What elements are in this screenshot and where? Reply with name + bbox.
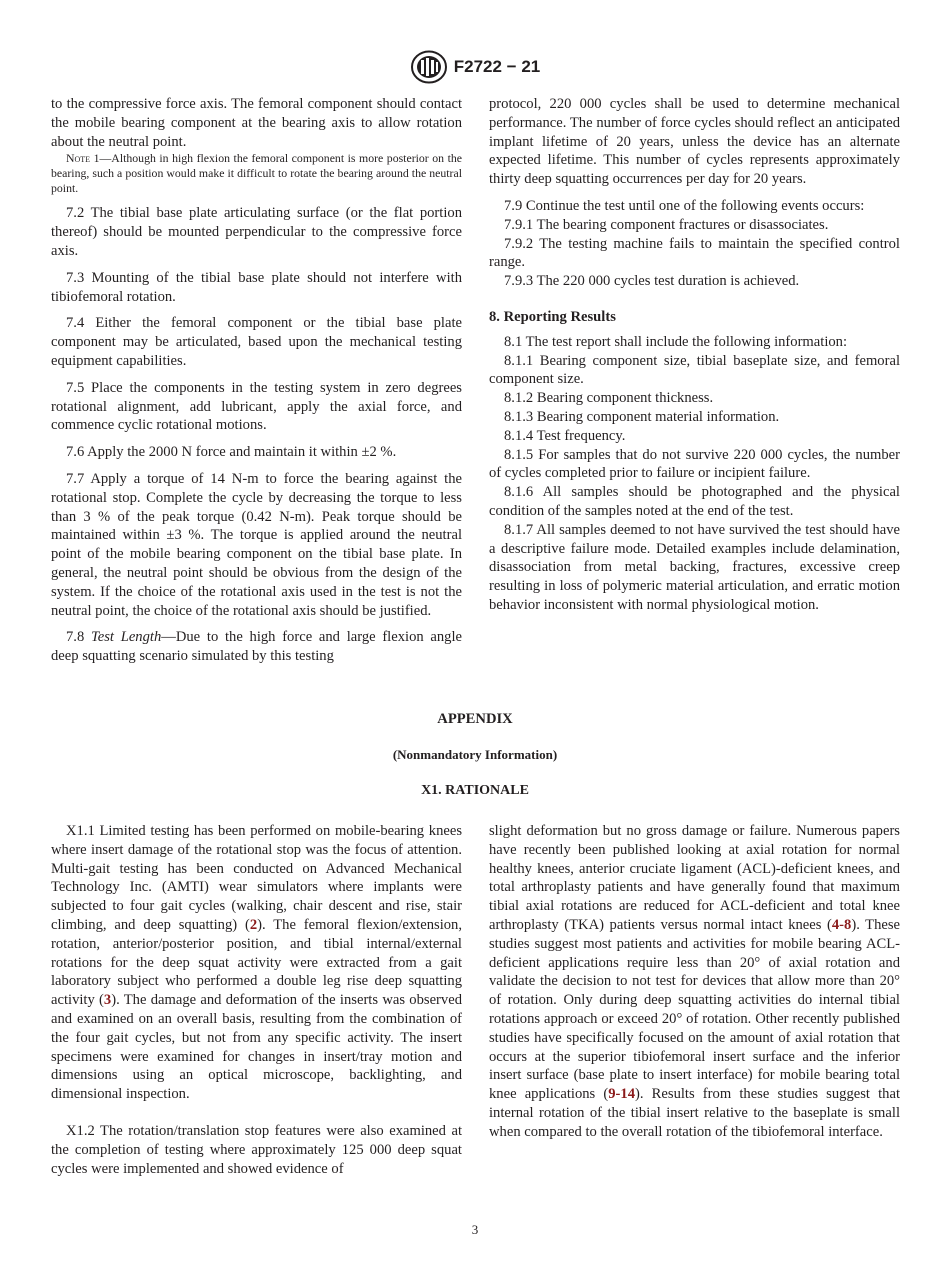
appendix-section-heading: X1. RATIONALE [421,783,529,798]
paragraph-7-6: 7.6 Apply the 2000 N force and maintain it within ±2 %. [66,444,397,461]
paragraph-7-9-2: 7.9.2 The testing machine fails to maintain the specified control range. [489,235,900,271]
top-right-column [489,95,900,615]
paragraph-8-1-5: 8.1.5 For samples that do not survive 220 000 cycles, the number of cycles completed prior to failure or incipient failure. [489,446,900,482]
paragraph-7-4: 7.4 Either the femoral component or the tibial base plate component may be articulated, based upon the mechanical testing equipment capabilities. [51,315,462,369]
top-left-column [51,95,462,666]
paragraph-continuation: to the compressive force axis. The femoral component should contact the mobile bearing component at the bearing axis to allow rotation about the neutral point. [51,96,462,150]
reference-link-4-8[interactable]: 4-8 [831,916,852,933]
paragraph-x1-1: X1.1 Limited testing has been performed on mobile-bearing knees where insert damage of the rotational stop was the focus of attention. Multi-gait testing has been conducted on Advanced Mechanical Technology Inc. (AMTI) wear simulators where implants were subjected to four gait cycles (walking, chair descent and rise, stair climbing, and deep squatting) (2). The femoral flexion/extension, rotation, anterior/posterior position, and tibial internal/external rotations for the deep squat activity were extracted from a gait laboratory subject who performed a double leg rise deep squatting activity (3). The damage and deformation of the inserts was observed and examined on an overall basis, resulting from the combination of the four gait cycles, but not from any specific activity. The insert specimens were examined for changes in insert/tray motion and dimensions using an optical microscope, backlighting, and dimensional inspection. [51,823,462,1103]
paragraph-8-1-1: 8.1.1 Bearing component size, tibial baseplate size, and femoral component size. [489,352,900,388]
paragraph-7-3: 7.3 Mounting of the tibial base plate should not interfere with tibiofemoral rotation. [51,269,462,305]
reference-link-2[interactable]: 2 [249,916,258,933]
paragraph-7-9: 7.9 Continue the test until one of the following events occurs: [504,197,865,214]
paragraph-8-1-3: 8.1.3 Bearing component material information. [504,408,780,425]
paragraph-8-1: 8.1 The test report shall include the following information: [504,333,848,350]
reference-link-9-14[interactable]: 9-14 [608,1086,636,1103]
standard-designation: F2722 − 21 [453,57,541,76]
note-1: Note 1—Although in high flexion the femoral component is more posterior on the bearing, such a position would make it difficult to rotate the bearing around the neutral point. [51,151,462,196]
paragraph-7-7: 7.7 Apply a torque of 14 N-m to force the bearing against the rotational stop. Complete the cycle by decreasing the torque to less than 3 % of the peak torque (0.42 N-m). Peak torque should be maintained within ±3 %. The torque is applied around the neutral point of the mobile bearing component on the tibial base plate. In general, the neutral point should be obvious from the design of the system. If the choice of the rotational axis used in the test is not the neutral point, the choice of the rotational axis should be justified. [51,470,462,619]
bottom-right-column [489,822,900,1142]
paragraph-7-5: 7.5 Place the components in the testing system in zero degrees rotational alignment, add lubricant, apply the axial force, and commence cyclic rotational motions. [51,379,462,434]
paragraph-7-8: 7.8 Test Length—Due to the high force and large flexion angle deep squatting scenario simulated by this testing [51,629,462,665]
astm-logo-icon [410,50,448,84]
appendix-subtitle: (Nonmandatory Information) [392,747,558,762]
paragraph-continuation: protocol, 220 000 cycles shall be used to determine mechanical performance. The number of force cycles should reflect an anticipated implant lifetime of 20 years, unless the device has an alternate expected lifetime. This number of cycles represents approximately thirty deep squatting occurrences per day for 20 years. [489,96,900,188]
reference-link-3[interactable]: 3 [103,992,112,1009]
paragraph-x1-2-continuation: slight deformation but no gross damage or failure. Numerous papers have recently been published looking at axial rotation for normal healthy knees, anterior cruciate ligament (ACL)-deficient knees, and total arthroplasty patients and have generally found that maximum tibial axial rotations are reduced for ACL-deficient and total knee arthroplasty (TKA) patients versus normal intact knees (4-8). These studies suggest most patients and activities for mobile bearing ACL-deficient applications require less than 20° of axial rotation and validate the decision to not test for devices that allow more than 20° of rotation. Only during deep squatting activities do internal tibial rotations approach or exceed 20° of rotation. Other recently published studies have specifically focused on the amount of axial rotation that occurs at the superior tibiofemoral insert surface and the inferior insert surface (base plate to insert interface) for mobile bearing total knee applications (9-14). Results from these studies suggest that internal rotation of the tibial insert relative to the baseplate is small when compared to the overall rotation of the tibiofemoral interface. [489,823,900,1140]
paragraph-7-9-1: 7.9.1 The bearing component fractures or disassociates. [504,216,829,233]
page-header [0,50,950,84]
section-heading-8: 8. Reporting Results [489,308,616,325]
bottom-left-column [51,822,462,1178]
paragraph-7-2: 7.2 The tibial base plate articulating surface (or the flat portion thereof) should be mounted perpendicular to the compressive force axis. [51,205,462,259]
paragraph-7-9-3: 7.9.3 The 220 000 cycles test duration is achieved. [504,273,800,290]
paragraph-8-1-2: 8.1.2 Bearing component thickness. [504,390,714,407]
paragraph-8-1-7: 8.1.7 All samples deemed to not have survived the test should have a descriptive failure mode. Detailed examples include delamination, disassociation from metal backing, fractures, excessive creep resulting in loss of polymeric material articulation, and erratic motion behavior inconsistent with normal physiological motion. [489,521,900,613]
appendix-title: APPENDIX [437,711,513,727]
paragraph-x1-2: X1.2 The rotation/translation stop features were also examined at the completion of testing where approximately 125 000 deep squat cycles were implemented and showed evidence of [51,1122,462,1177]
paragraph-8-1-6: 8.1.6 All samples should be photographed and the physical condition of the samples noted at the end of the test. [489,484,900,519]
paragraph-8-1-4: 8.1.4 Test frequency. [504,427,626,444]
page-number: 3 [471,1222,479,1237]
